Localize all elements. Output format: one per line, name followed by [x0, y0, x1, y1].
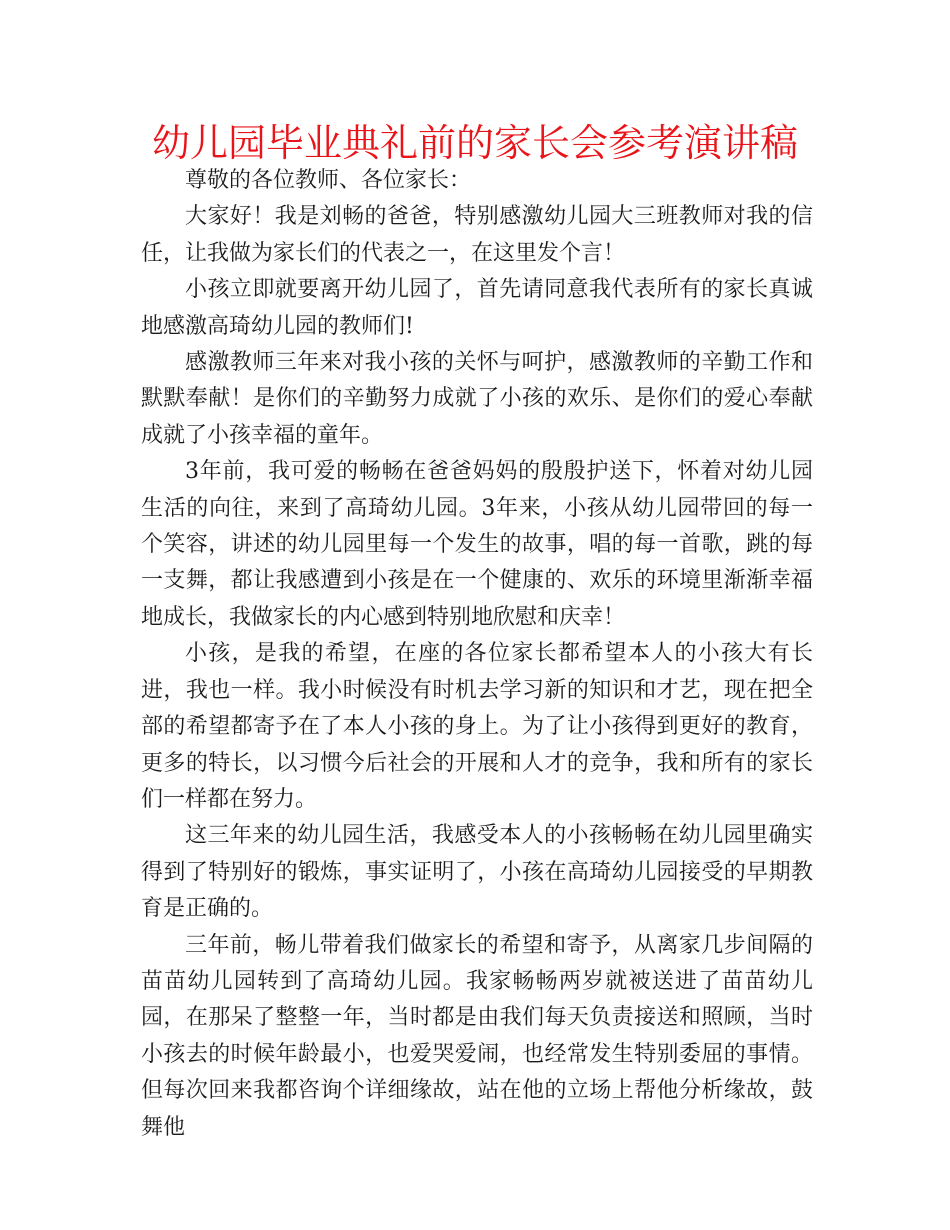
paragraph: 小孩，是我的希望，在座的各位家长都希望本人的小孩大有长进，我也一样。我小时候没有时机去学习新的知识和才艺，现在把全部的希望都寄予在了本人小孩的身上。为了让小孩得到更好的教育，更多的特长，以习惯今后社会的开展和人才的竞争，我和所有的家长们一样都在努力。: [141, 641, 813, 812]
paragraph: 3年前，我可爱的畅畅在爸爸妈妈的殷殷护送下，怀着对幼儿园生活的向往，来到了高琦幼儿园。3年来，小孩从幼儿园带回的每一个笑容，讲述的幼儿园里每一个发生的故事，唱的每一首歌，跳的每一支舞，都让我感遭到小孩是在一个健康的、欢乐的环境里渐渐幸福地成长，我做家长的内心感到特别地欣慰和庆幸！: [141, 459, 813, 630]
paragraph: 三年前，畅儿带着我们做家长的希望和寄予，从离家几步间隔的苗苗幼儿园转到了高琦幼儿园。我家畅畅两岁就被送进了苗苗幼儿园，在那呆了整整一年，当时都是由我们每天负责接送和照顾，当时小孩去的时候年龄最小，也爱哭爱闹，也经常发生特别委屈的事情。但每次回来我都咨询个详细缘故，站在他的立场上帮他分析缘故，鼓舞他: [141, 932, 813, 1140]
paragraph: 感激教师三年来对我小孩的关怀与呵护，感激教师的辛勤工作和默默奉献！是你们的辛勤努力成就了小孩的欢乐、是你们的爱心奉献成就了小孩幸福的童年。: [141, 350, 813, 448]
paragraph: 大家好！我是刘畅的爸爸，特别感激幼儿园大三班教师对我的信任，让我做为家长们的代表之一，在这里发个言！: [141, 204, 813, 266]
paragraph: 小孩立即就要离开幼儿园了，首先请同意我代表所有的家长真诚地感激高琦幼儿园的教师们!: [141, 277, 813, 339]
document-body: [141, 163, 813, 1146]
paragraph: 这三年来的幼儿园生活，我感受本人的小孩畅畅在幼儿园里确实得到了特别好的锻炼，事实证明了，小孩在高琦幼儿园接受的早期教育是正确的。: [141, 823, 813, 922]
paragraph-greeting: 尊敬的各位教师、各位家长：: [185, 168, 472, 193]
document-title: 幼儿园毕业典礼前的家长会参考演讲稿: [151, 121, 798, 165]
